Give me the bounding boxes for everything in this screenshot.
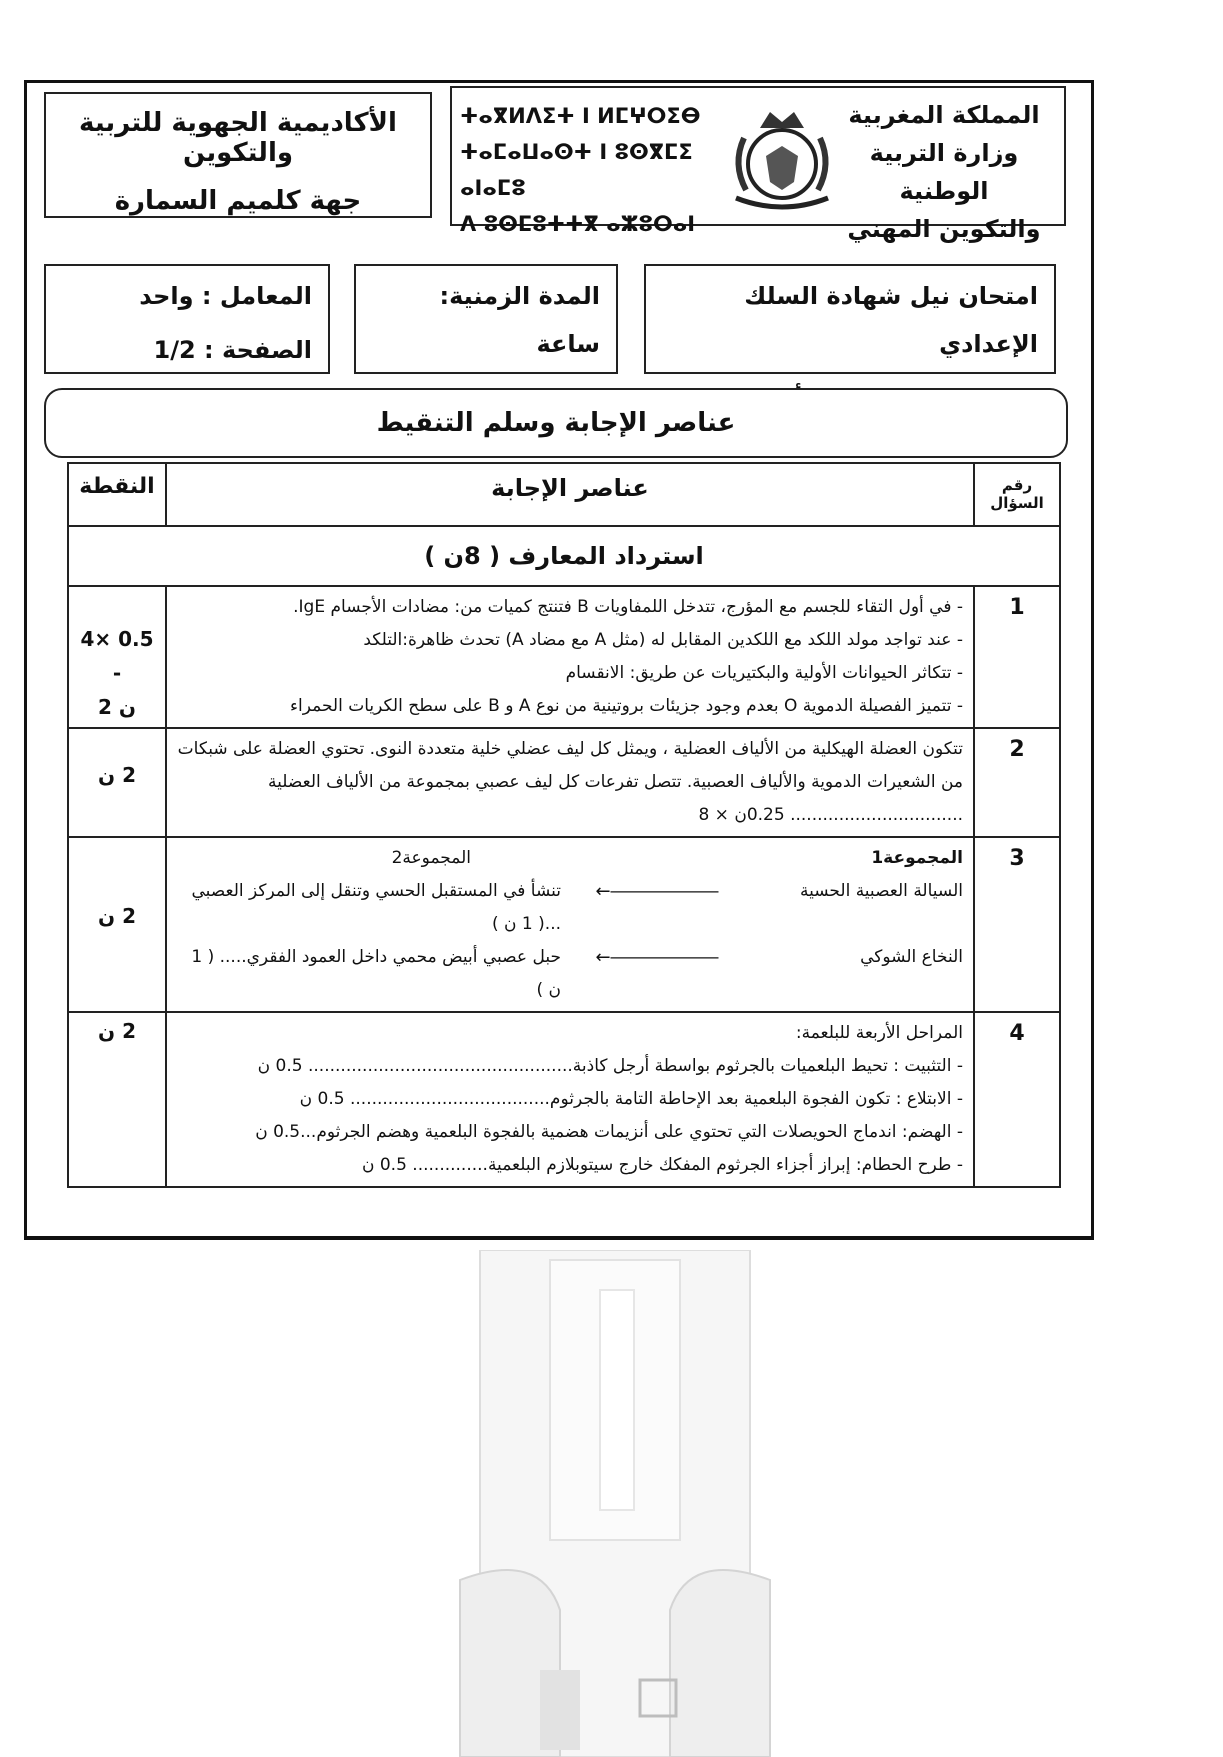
question-number: 2 bbox=[974, 728, 1060, 837]
kingdom-line: وزارة التربية الوطنية bbox=[869, 139, 1019, 205]
group1-item: السيالة العصبية الحسية bbox=[800, 881, 963, 901]
table-row bbox=[68, 586, 1060, 728]
academy-name: الأكاديمية الجهوية للتربية والتكوين bbox=[79, 108, 397, 168]
points-cell bbox=[68, 586, 166, 728]
answer-line: - طرح الحطام: إبراز أجزاء الجرثوم المفكك خارج سيتوبلازم البلعمية.............. 0.5 ن bbox=[361, 1155, 963, 1175]
section-row bbox=[68, 526, 1060, 586]
group2-item: تنشأ في المستقبل الحسي وتنقل إلى المركز العصبي ...( 1 ن ) bbox=[191, 881, 561, 934]
answer-cell bbox=[166, 837, 974, 1012]
answer-line: - في أول التقاء للجسم مع المؤرج، تتدخل اللمفاويات B فتنتج كميات من: مضادات الأجسام IgE. bbox=[293, 597, 963, 617]
kingdom-line: والتكوين المهني bbox=[847, 215, 1041, 243]
table-row bbox=[68, 837, 1060, 1012]
answer-line: - التثبيت : تحيط البلعميات بالجرثوم بواسطة أرجل كاذبة................................................. 0.5 ن bbox=[257, 1056, 963, 1076]
tifinagh-text bbox=[460, 98, 710, 242]
duration: المدة الزمنية: ساعة bbox=[439, 282, 600, 358]
header-points: النقطة bbox=[68, 463, 166, 526]
group2-item: حبل عصبي أبيض محمي داخل العمود الفقري..... ( 1 ن ) bbox=[191, 947, 561, 1000]
points-separator: - bbox=[112, 661, 122, 685]
points-value: 2 ن bbox=[98, 695, 136, 719]
group2-title: المجموعة2 bbox=[391, 848, 471, 868]
answer-line: - تتميز الفصيلة الدموية O بعدم وجود جزيئات بروتينية من نوع A و B على سطح الكريات الحمراء bbox=[290, 696, 963, 716]
points-value: 2 ن bbox=[68, 728, 166, 837]
answer-intro: المراحل الأربعة للبلعمة: bbox=[795, 1023, 963, 1043]
arrow-icon: ←―――――― bbox=[595, 947, 719, 968]
page-number: الصفحة : 1/2 bbox=[153, 336, 312, 364]
answer-cell bbox=[166, 586, 974, 728]
group1-item: النخاع الشوكي bbox=[860, 947, 963, 967]
points-value: 2 ن bbox=[68, 837, 166, 1012]
group1-title: المجموعة1 bbox=[871, 848, 963, 868]
answer-text: تتكون العضلة الهيكلية من الألياف العضلية ، ويمثل كل ليف عضلي خلية متعددة النوى. تحتوي العضلة على شبكات من الشعيرات الدموية والألياف العصبية. تتصل تفرعات كل ليف عصبي بمجموعة من الألياف العضلية ................................ 0.25ن × 8 bbox=[166, 728, 974, 837]
header-question-number: رقم السؤال bbox=[974, 463, 1060, 526]
table-header-row bbox=[68, 463, 1060, 526]
answer-cell bbox=[166, 1012, 974, 1187]
answer-line: - عند تواجد مولد اللكد مع اللكدين المقابل له (مثل A مع مضاد A) تحدث ظاهرة:التلكد bbox=[363, 630, 963, 650]
exam-box bbox=[644, 264, 1056, 374]
section-title: استرداد المعارف ( 8ن ) bbox=[68, 526, 1060, 586]
coefficient: المعامل : واحد bbox=[139, 282, 312, 310]
binder-clip-image bbox=[440, 1250, 790, 1757]
tifinagh-line: ⵜⴰⵎⴰⵡⴰⵙⵜ ⵏ ⵓⵙⴳⵎⵉ ⴰⵏⴰⵎⵓ bbox=[460, 140, 693, 200]
region-name: جهة كلميم السمارة bbox=[114, 186, 362, 216]
kingdom-line: المملكة المغربية bbox=[848, 101, 1040, 129]
ministry-header bbox=[450, 86, 1066, 243]
kingdom-title bbox=[834, 96, 1054, 248]
exam-title: امتحان نيل شهادة السلك الإعدادي bbox=[744, 282, 1038, 358]
question-number: 1 bbox=[974, 586, 1060, 728]
answer-line: - الهضم: اندماج الحويصلات التي تحتوي على أنزيمات هضمية بالفجوة البلعمية وهضم الجرثوم...0.5 ن bbox=[255, 1122, 963, 1142]
question-number: 3 bbox=[974, 837, 1060, 1012]
page-title: عناصر الإجابة وسلم التنقيط bbox=[44, 388, 1068, 458]
answer-line: - تتكاثر الحيوانات الأولية والبكتيريات عن طريق: الانقسام bbox=[565, 663, 963, 683]
duration-box bbox=[354, 264, 618, 374]
answer-line: - الابتلاع : تكون الفجوة البلعمية بعد الإحاطة التامة بالجرثوم..................................... 0.5 ن bbox=[299, 1089, 963, 1109]
table-row bbox=[68, 1012, 1060, 1187]
table-row bbox=[68, 728, 1060, 837]
tifinagh-line: ⵜⴰⴳⵍⴷⵉⵜ ⵏ ⵍⵎⵖⵔⵉⴱ bbox=[460, 104, 701, 128]
points-value: 2 ن bbox=[68, 1012, 166, 1187]
points-value: 4× 0.5 bbox=[80, 627, 154, 651]
academy-box bbox=[44, 92, 432, 218]
question-number: 4 bbox=[974, 1012, 1060, 1187]
arrow-icon: ←―――――― bbox=[595, 881, 719, 902]
tifinagh-line: ⴷ ⵓⵙⵎⵓⵜⵜⴳ ⴰⵣⵓⵔⴰⵏ bbox=[460, 212, 696, 236]
header-answer: عناصر الإجابة bbox=[166, 463, 974, 526]
answers-table bbox=[67, 462, 1061, 1188]
coefficient-box bbox=[44, 264, 330, 374]
coat-of-arms-icon bbox=[722, 98, 842, 218]
